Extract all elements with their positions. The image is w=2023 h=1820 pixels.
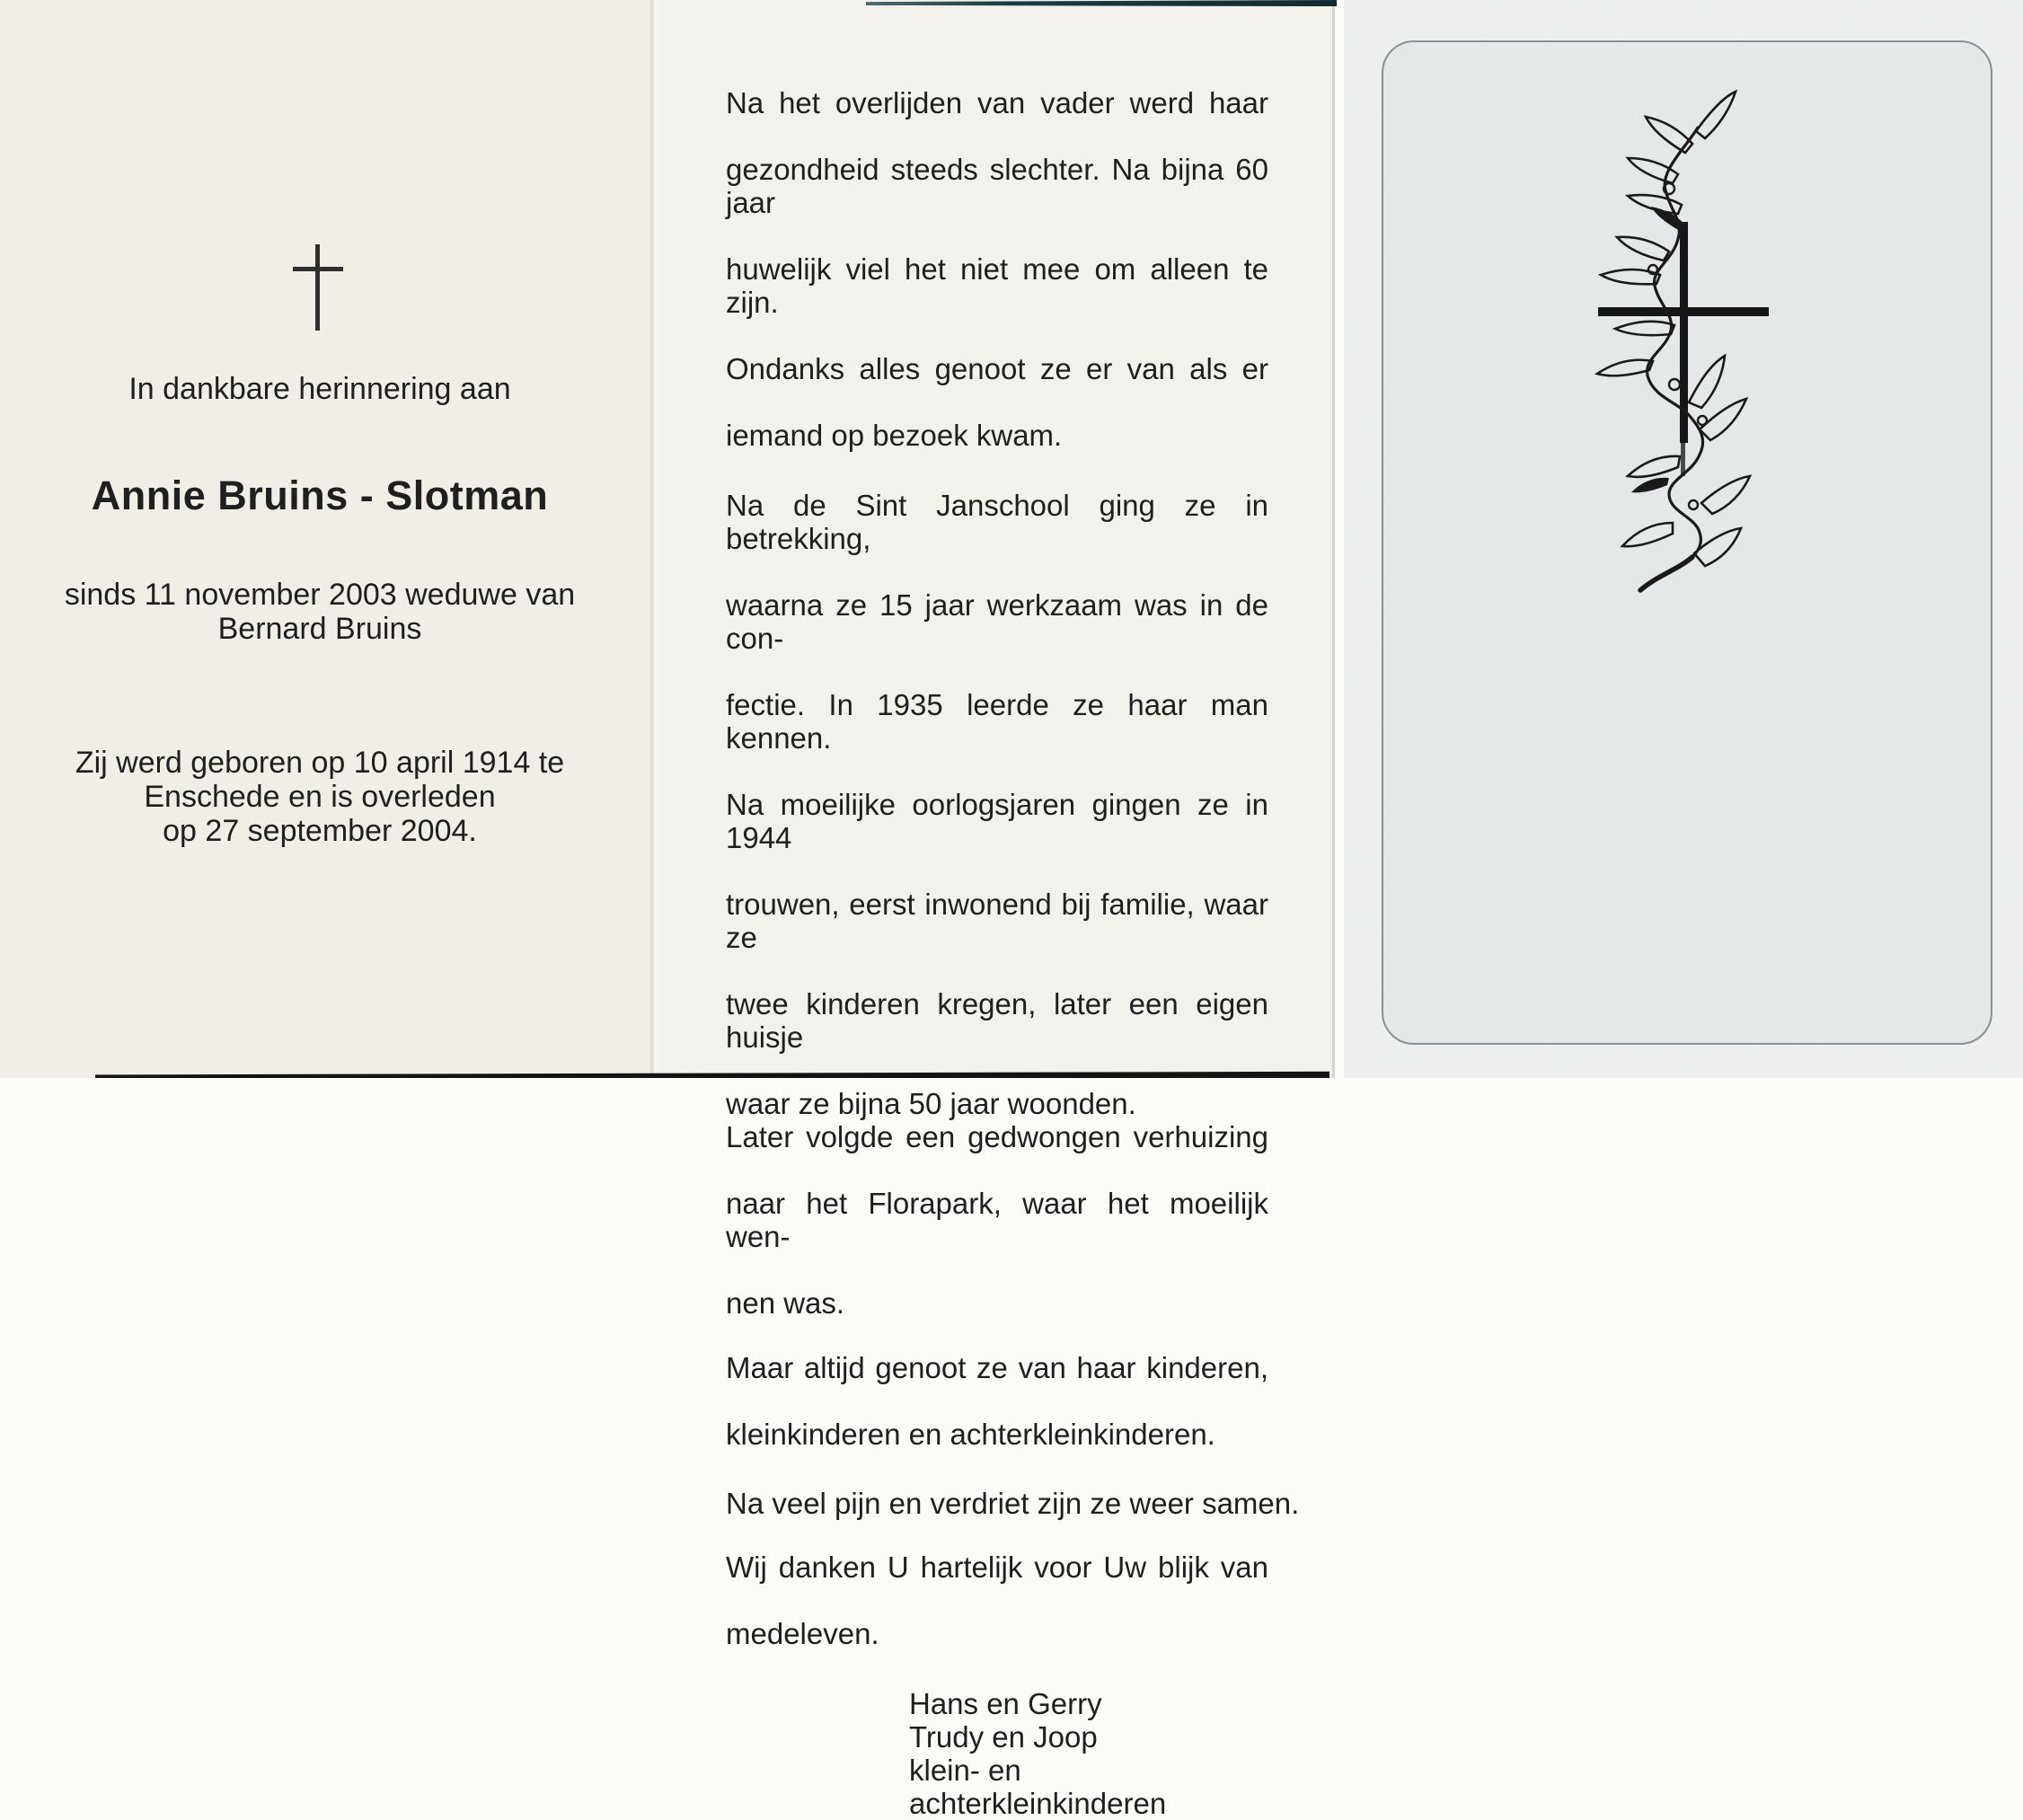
body-text-line: gezondheid steeds slechter. Na bijna 60 jaar (726, 153, 1268, 219)
signature-line: klein- en achterkleinkinderen (909, 1754, 1167, 1820)
left-card-page (0, 0, 654, 1078)
body-text-line: Ondanks alles genoot ze er van als er (726, 352, 1268, 385)
signature-block (909, 1687, 1268, 1820)
body-text-line: huwelijk viel het niet mee om alleen te zijn. (726, 252, 1268, 319)
text-line: op 27 september 2004. (163, 814, 477, 848)
cross-icon (293, 267, 343, 271)
body-text-line: twee kinderen kregen, later een eigen huisje (726, 987, 1268, 1054)
body-text-line: Wij danken U hartelijk voor Uw blijk van (726, 1551, 1268, 1584)
body-text-line: iemand op bezoek kwam. (726, 419, 1063, 452)
scan-gap (1335, 0, 1344, 1078)
birth-death-text-block (0, 746, 640, 848)
text-line: Bernard Bruins (217, 612, 422, 646)
body-text-line: naar het Florapark, waar het moeilijk wen- (726, 1187, 1268, 1253)
body-paragraphs (726, 86, 1300, 1650)
body-text-line: Na de Sint Janschool ging ze in betrekking, (726, 489, 1268, 555)
paper-texture (1344, 0, 2023, 1078)
body-text-line: nen was. (726, 1286, 845, 1320)
text-line: sinds 11 november 2003 weduwe van (64, 578, 576, 612)
paragraph (726, 1120, 1268, 1320)
paragraph (726, 1551, 1268, 1650)
fold-crease (649, 0, 658, 1078)
memorial-intro-text: In dankbare herinnering aan (128, 372, 511, 406)
body-text-line: kleinkinderen en achterkleinkinderen. (726, 1418, 1215, 1451)
right-card-page (1344, 0, 2023, 1078)
body-text-line: waarna ze 15 jaar werkzaam was in de con- (726, 588, 1268, 655)
body-text-line: Na het overlijden van vader werd haar (726, 86, 1268, 119)
body-text-line: waar ze bijna 50 jaar woonden. (726, 1087, 1136, 1120)
body-text-line: Na moeilijke oorlogsjaren gingen ze in 1944 (726, 788, 1268, 854)
paragraph (726, 489, 1268, 1120)
deceased-name: Annie Bruins - Slotman (91, 473, 549, 518)
life-story-text (726, 86, 1300, 1820)
paragraph (726, 86, 1268, 452)
cross-laurel-illustration (1344, 0, 2023, 1078)
body-text-line: medeleven. (726, 1617, 879, 1650)
paragraph (726, 1487, 1300, 1520)
text-line: Zij werd geboren op 10 april 1914 te (75, 746, 565, 780)
paragraph (726, 1351, 1268, 1451)
signature-line: Trudy en Joop (909, 1720, 1098, 1754)
body-text-line: Later volgde een gedwongen verhuizing (726, 1120, 1268, 1153)
cross-icon (315, 244, 320, 331)
body-text-line: Maar altijd genoot ze van haar kinderen, (726, 1351, 1268, 1384)
body-text-line: Na veel pijn en verdriet zijn ze weer samen. (726, 1487, 1300, 1520)
body-text-line: trouwen, eerst inwonend bij familie, waar ze (726, 888, 1268, 954)
signature-line: Hans en Gerry (909, 1687, 1102, 1720)
text-line: Enschede en is overleden (144, 780, 496, 814)
widow-text-block (0, 578, 640, 646)
body-text-line: fectie. In 1935 leerde ze haar man kennen. (726, 688, 1268, 755)
